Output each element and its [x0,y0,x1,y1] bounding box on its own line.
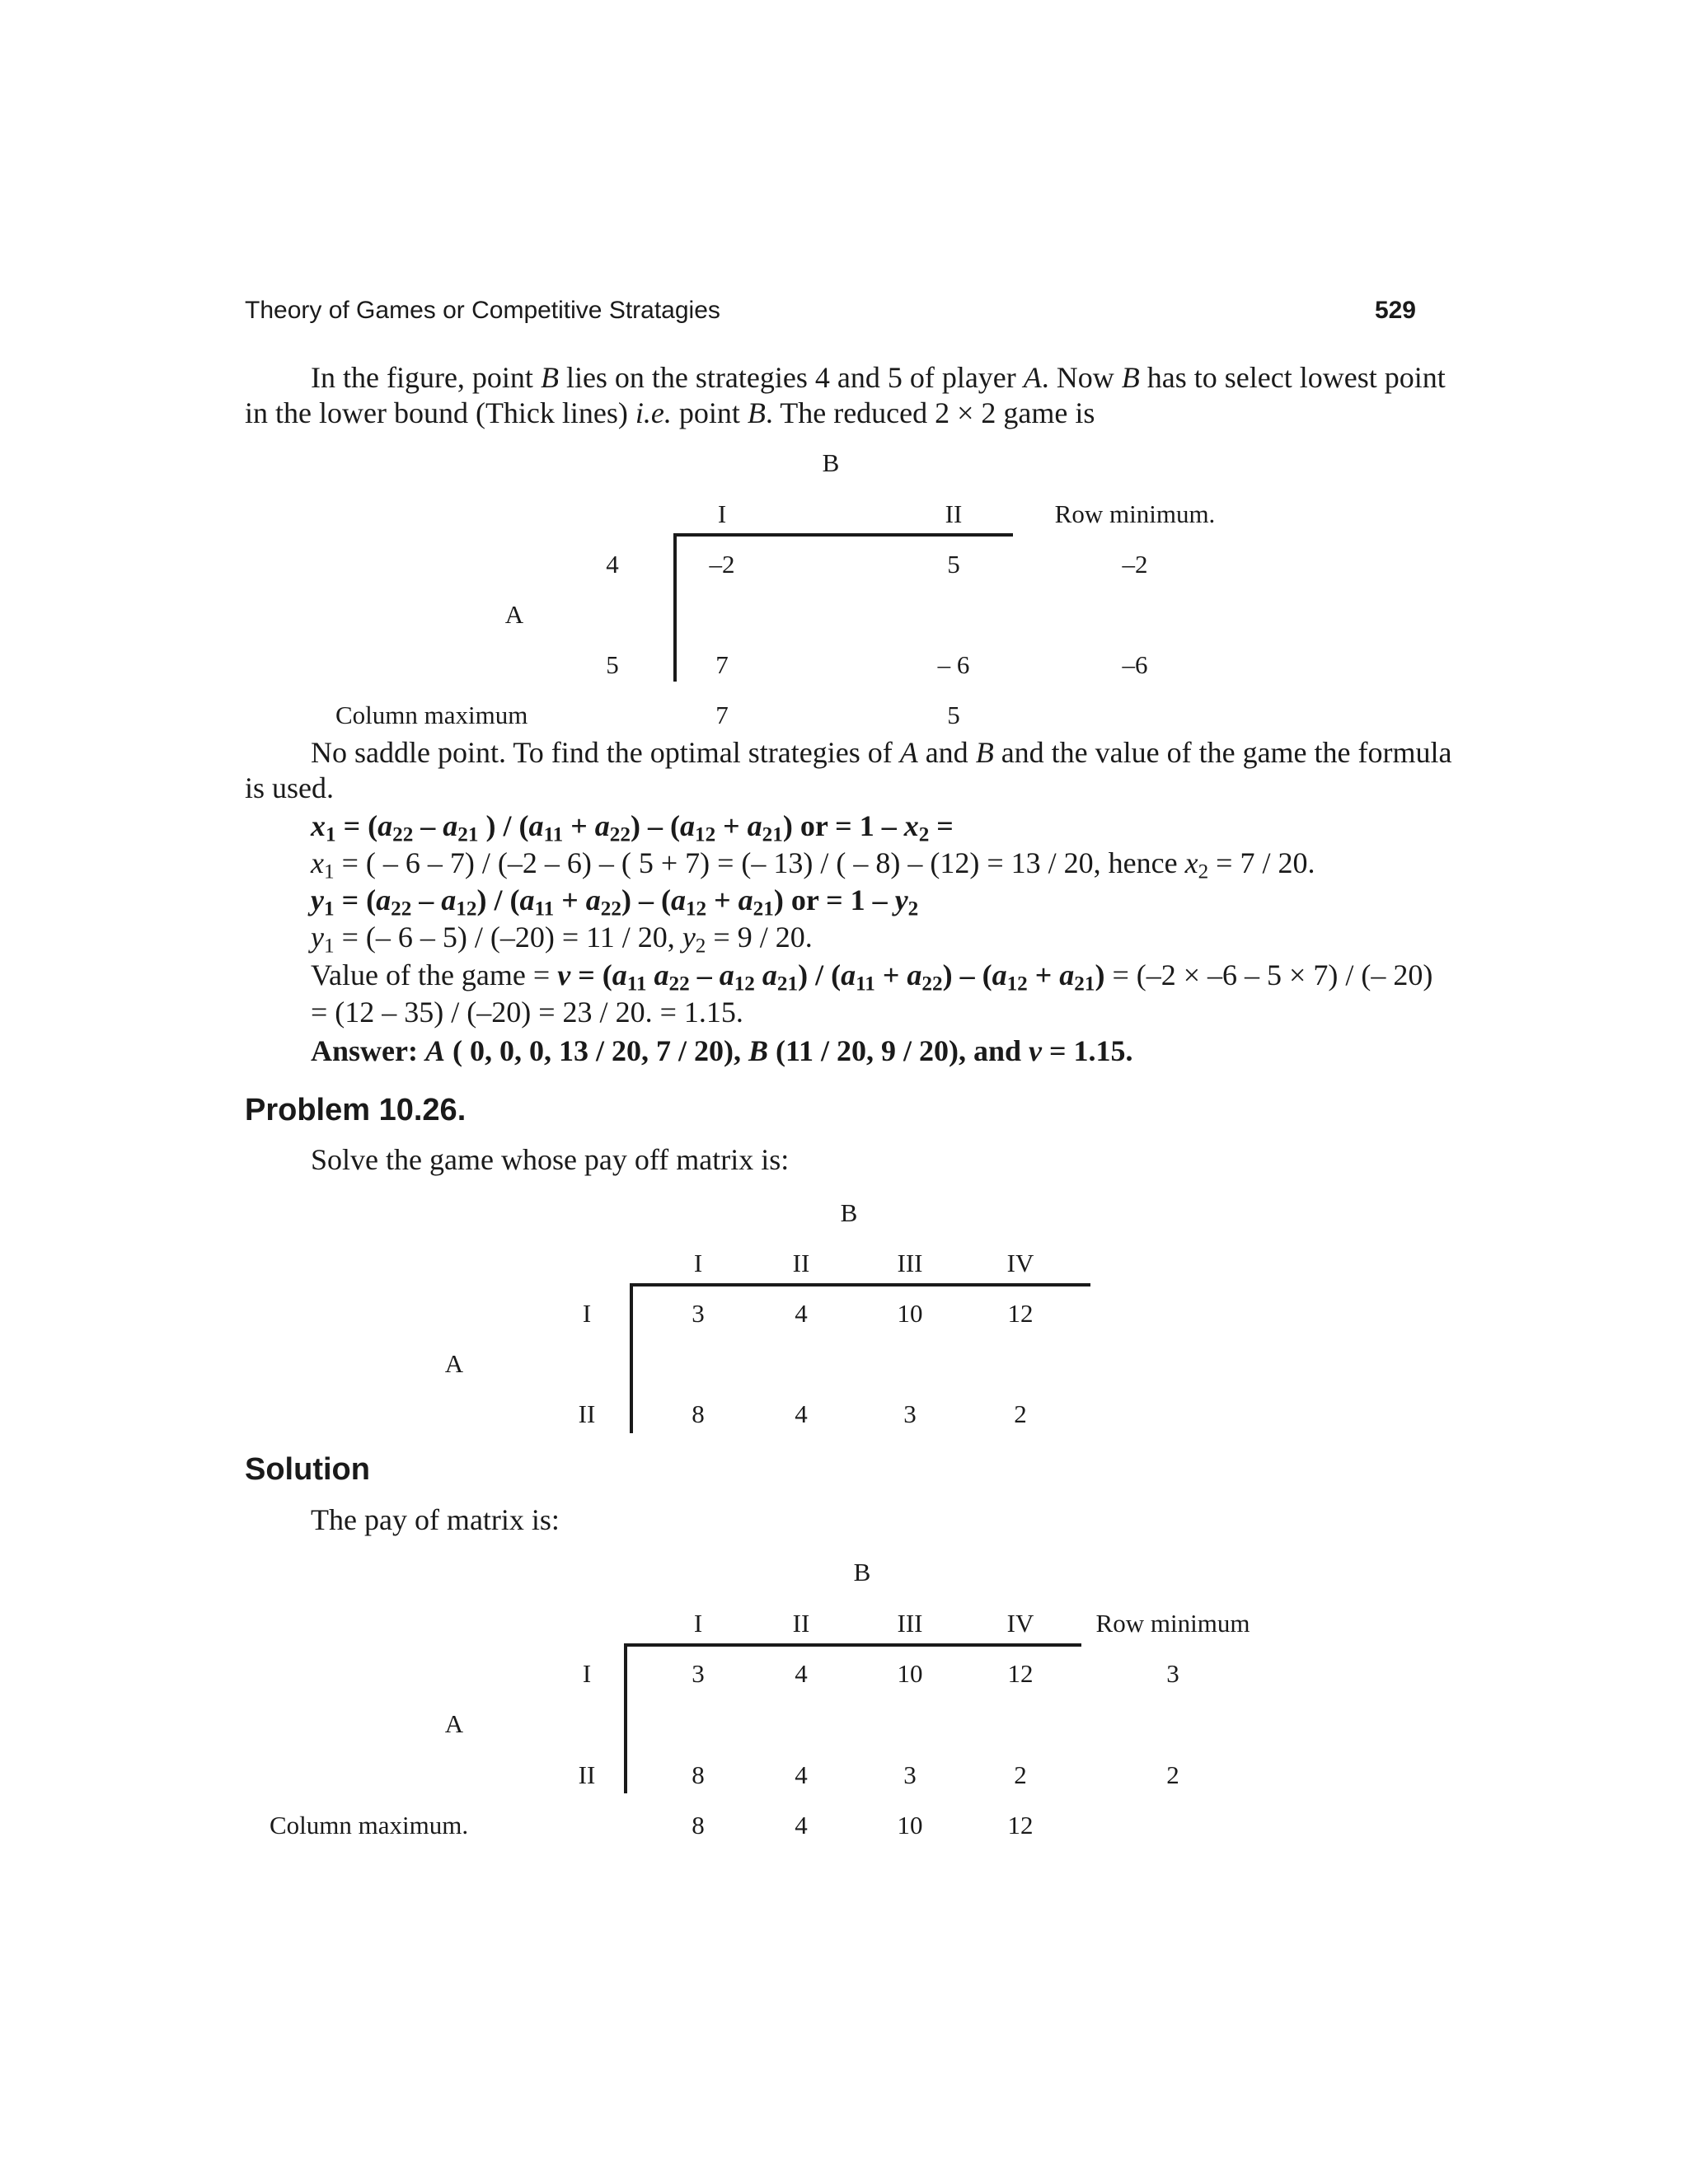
matrix3-col-max: 8 [692,1811,705,1840]
value-line-1: Value of the game = $v = (a_{11}$ $a_{22} - a_{12}$ $a_{21}) / (a_{11} + a_{22}) - (a_{12} + a_{21}) = (-2 \times -6 - 5 \times 7)$ / (– 20) [311,958,1433,996]
value-line-2: = (12 – 35) / (–20) = 23 / 20. = 1.15. [311,996,743,1029]
matrix1-col-header: I [717,499,727,528]
matrix3-col-header: I [693,1609,703,1638]
matrix1-cell: – 6 [937,650,970,679]
intro-line-1: In the figure, point B lies on the strategies 4 and 5 of player A. Now B has to select lowest point [311,361,1446,394]
intro-line-2: in the lower bound (Thick lines) i.e. point B. The reduced 2 × 2 game is [245,396,1095,429]
matrix1-player-a: A [504,600,524,629]
page-number: 529 [1374,297,1416,324]
matrix3-col-max: 12 [1007,1811,1034,1840]
matrix2-row-label: II [578,1399,596,1428]
y1-calculation: $y_1$ = (– 6 – 5) / (–20) = 11 / 20, $y_2 = 9 / 20$. [311,921,813,958]
matrix1-col-header: II [945,499,963,528]
matrix1-row-label: 5 [606,650,619,679]
matrix2-cell: 12 [1007,1299,1034,1328]
matrix3-left-border [624,1643,627,1793]
matrix3-cell: 8 [692,1760,705,1789]
matrix2-col-header: II [792,1249,810,1277]
matrix3-col-header: III [897,1609,923,1638]
matrix3-top-border [624,1643,1081,1647]
matrix3-cell: 2 [1014,1760,1027,1789]
running-title: Theory of Games or Competitive Stratagies [245,297,720,324]
y1-formula: $y_1 = (a_{22} - a_{12}) / (a_{11} + a_{22}) - (a_{12} + a_{21})$ or = $1 - y_2$ [311,883,919,921]
no-saddle-line-1: No saddle point. To find the optimal strategies of A and B and the value of the game the formula [311,736,1452,769]
matrix1-cell: 5 [947,550,960,579]
matrix3-cell: 3 [692,1659,705,1688]
matrix2-left-border [630,1283,633,1433]
x1-calculation: $x_1$ = ( – 6 – 7) / (–2 – 6) – ( 5 + 7) = (– 13) / ( – 8) – (12) = 13 / 20, hence $x_2 = 7 / 20$. [311,846,1315,883]
matrix3-cell: 12 [1007,1659,1034,1688]
matrix1-player-b: B [822,448,840,477]
matrix3-col-max: 4 [795,1811,808,1840]
matrix2-cell: 10 [897,1299,923,1328]
matrix1-row-min: –2 [1122,550,1148,579]
matrix1-top-border [673,533,1013,537]
problem-statement: Solve the game whose pay off matrix is: [311,1143,790,1176]
matrix2-col-header: IV [1006,1249,1034,1277]
matrix1-row-label: 4 [606,550,619,579]
matrix2-cell: 2 [1014,1399,1027,1428]
matrix1-col-max: 5 [947,701,960,729]
matrix1-left-border [673,533,677,682]
matrix2-cell: 8 [692,1399,705,1428]
matrix1-cell: 7 [715,650,729,679]
matrix3-col-max: 10 [897,1811,923,1840]
matrix2-cell: 4 [795,1299,808,1328]
matrix3-row-min: 2 [1166,1760,1179,1789]
matrix3-col-max-label: Column maximum. [270,1811,469,1840]
matrix3-col-header: II [792,1609,810,1638]
problem-title: Problem 10.26. [245,1093,467,1127]
matrix3-cell: 4 [795,1659,808,1688]
matrix2-player-a: A [444,1349,464,1378]
matrix2-cell: 3 [903,1399,917,1428]
matrix3-row-min-label: Row minimum [1095,1609,1250,1638]
matrix1-col-max: 7 [715,701,729,729]
answer-line: Answer: A ( 0, 0, 0, 13 / 20, 7 / 20), B (11 / 20, 9 / 20), and v = 1.15. [311,1034,1133,1067]
matrix2-cell: 3 [692,1299,705,1328]
matrix2-col-header: III [897,1249,923,1277]
matrix3-row-label: I [582,1659,592,1688]
x1-formula: $x_1 = (a_{22} - a_{21}$ ) / $(a_{11} + a_{22}) - (a_{12} + a_{21})$ or = $1 - x_2$ = [311,809,954,846]
matrix1-cell: –2 [709,550,735,579]
matrix3-cell: 3 [903,1760,917,1789]
matrix3-player-b: B [853,1558,871,1586]
matrix2-player-b: B [840,1198,858,1227]
matrix2-top-border [630,1283,1090,1286]
matrix3-row-label: II [578,1760,596,1789]
matrix3-cell: 4 [795,1760,808,1789]
matrix2-cell: 4 [795,1399,808,1428]
matrix2-col-header: I [693,1249,703,1277]
solution-statement: The pay of matrix is: [311,1503,560,1536]
matrix1-row-min-label: Row minimum. [1054,499,1216,528]
no-saddle-line-2: is used. [245,771,334,804]
solution-title: Solution [245,1452,370,1487]
matrix1-col-max-label: Column maximum [335,701,528,729]
matrix3-row-min: 3 [1166,1659,1179,1688]
matrix3-cell: 10 [897,1659,923,1688]
matrix3-player-a: A [444,1709,464,1738]
matrix3-col-header: IV [1006,1609,1034,1638]
matrix2-row-label: I [582,1299,592,1328]
matrix1-row-min: –6 [1122,650,1148,679]
